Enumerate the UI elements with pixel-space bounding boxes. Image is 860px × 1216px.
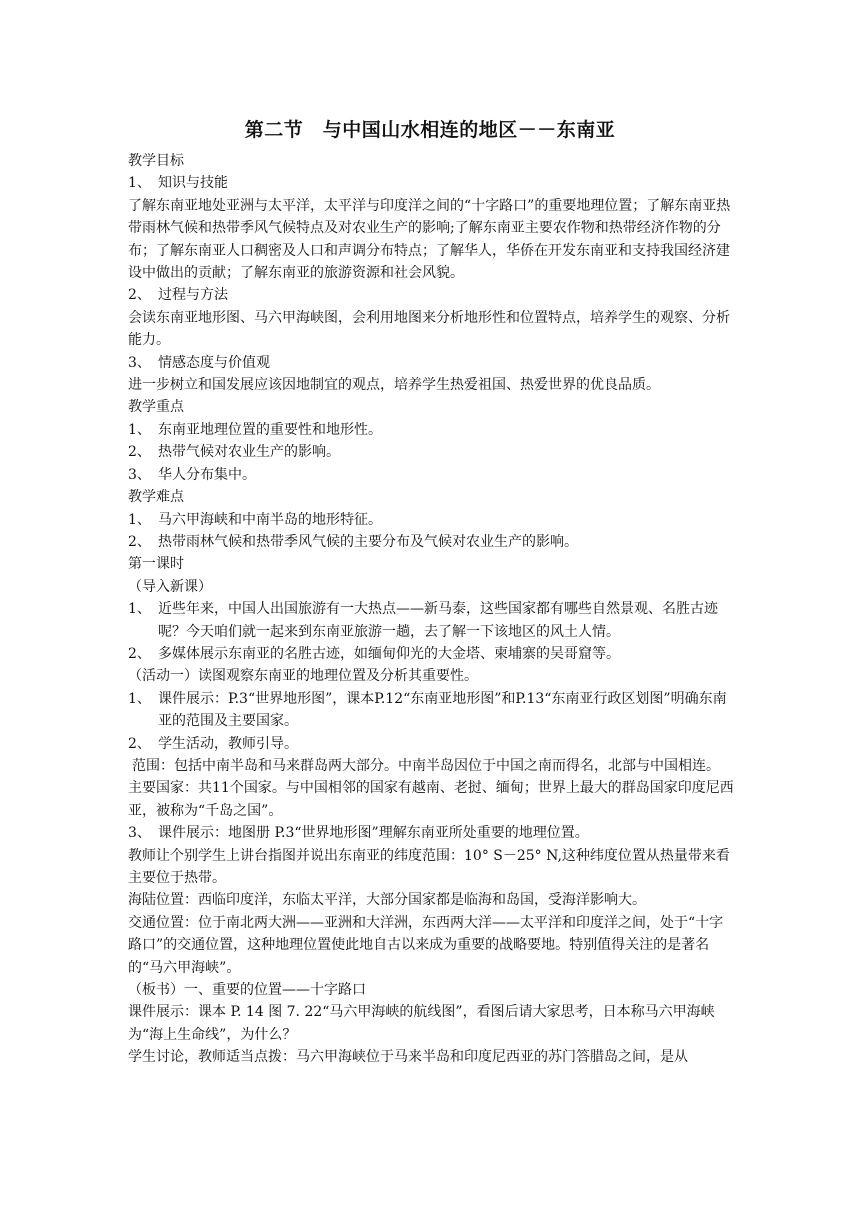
item-text: 课件展示：地图册 P.3“世界地形图”理解东南亚所处重要的地理位置。 — [158, 825, 589, 842]
item-number: 2、 — [128, 287, 151, 304]
numbered-paragraph — [128, 643, 734, 665]
paragraph: 教学重点 — [128, 399, 184, 416]
numbered-paragraph — [128, 464, 734, 486]
numbered-paragraph — [128, 352, 734, 374]
item-text: 华人分布集中。 — [158, 466, 256, 483]
paragraph: 学生讨论，教师适当点拨：马六甲海峡位于马来半岛和印度尼西亚的苏门答腊岛之间，是从 — [128, 1049, 688, 1066]
numbered-paragraph — [128, 441, 734, 463]
document-title: 第二节 与中国山水相连的地区－－东南亚 — [244, 119, 616, 141]
paragraph: 海陆位置：西临印度洋，东临太平洋，大部分国家都是临海和岛国，受海洋影响大。 — [128, 892, 646, 909]
paragraph: 了解东南亚地处亚洲与太平洋，太平洋与印度洋之间的“十字路口”的重要地理位置；了解东南亚热带雨林气候和热带季风气候特点及对农业生产的影响;了解东南亚主要农作物和热带经济作物的分布；了解东南亚人口稠密及人口和声调分布特点；了解华人，华侨在开发东南亚和支持我国经济建设中做出的贡献；了解东南亚的旅游资源和社会风貌。 — [128, 197, 731, 282]
paragraph: （板书）一、重要的位置——十字路口 — [128, 982, 366, 999]
item-number: 2、 — [128, 645, 151, 662]
numbered-paragraph — [128, 822, 734, 844]
numbered-paragraph — [128, 531, 734, 553]
item-text: 近些年来，中国人出国旅游有一大热点——新马泰，这些国家都有哪些自然景观、名胜古迹呢？今天咱们就一起来到东南亚旅游一趟，去了解一下该地区的风土人情。 — [158, 601, 718, 640]
item-text: 东南亚地理位置的重要性和地形性。 — [158, 421, 382, 438]
item-number: 2、 — [128, 533, 151, 550]
item-text: 多媒体展示东南亚的名胜古迹，如缅甸仰光的大金塔、柬埔寨的吴哥窟等。 — [158, 645, 620, 662]
item-text: 热带气候对农业生产的影响。 — [158, 444, 340, 461]
paragraph: 进一步树立和国发展应该因地制宜的观点，培养学生热爱祖国、热爱世界的优良品质。 — [128, 377, 660, 394]
item-number: 1、 — [128, 175, 151, 192]
paragraph: （导入新课） — [128, 578, 212, 595]
paragraph: 课件展示：课本 P. 14 图 7. 22“马六甲海峡的航线图”，看图后请大家思考，日本称马六甲海峡为“海上生命线”，为什么？ — [128, 1004, 715, 1043]
item-number: 1、 — [128, 421, 151, 438]
numbered-paragraph — [128, 284, 734, 306]
numbered-paragraph — [128, 733, 734, 755]
paragraph: 教师让个别学生上讲台指图并说出东南亚的纬度范围：10° S－25° N,这种纬度位置从热量带来看主要位于热带。 — [128, 847, 730, 886]
item-number: 1、 — [128, 690, 151, 707]
item-number: 1、 — [128, 601, 151, 618]
item-number: 2、 — [128, 735, 151, 752]
paragraph: 交通位置：位于南北两大洲——亚洲和大洋洲，东西两大洋——太平洋和印度洋之间，处于“十字路口”的交通位置，这种地理位置使此地自古以来成为重要的战略要地。特别值得关注的是著名的“马六甲海峡”。 — [128, 914, 724, 976]
paragraph: 教学难点 — [128, 489, 184, 506]
document-body — [128, 150, 734, 1069]
numbered-paragraph — [128, 172, 734, 194]
item-number: 1、 — [128, 511, 151, 528]
numbered-paragraph — [128, 509, 734, 531]
numbered-paragraph — [128, 688, 734, 733]
paragraph: 会读东南亚地形图、马六甲海峡图，会利用地图来分析地形性和位置特点，培养学生的观察、分析能力。 — [128, 309, 730, 349]
item-text: 知识与技能 — [158, 175, 228, 192]
item-text: 热带雨林气候和热带季风气候的主要分布及气候对农业生产的影响。 — [158, 533, 578, 550]
item-text: 马六甲海峡和中南半岛的地形特征。 — [158, 511, 382, 528]
paragraph: 第一课时 — [128, 556, 184, 573]
item-number: 3、 — [128, 825, 151, 842]
numbered-paragraph — [128, 598, 734, 643]
numbered-paragraph — [128, 419, 734, 441]
paragraph: （活动一）读图观察东南亚的地理位置及分析其重要性。 — [128, 668, 478, 685]
paragraph: 教学目标 — [128, 153, 184, 169]
item-number: 3、 — [128, 466, 151, 483]
item-text: 学生活动，教师引导。 — [158, 735, 298, 752]
item-text: 情感态度与价值观 — [158, 354, 270, 371]
item-number: 3、 — [128, 354, 151, 371]
item-number: 2、 — [128, 444, 151, 461]
item-text: 过程与方法 — [158, 287, 228, 304]
item-text: 课件展示：P.3“世界地形图”，课本P.12“东南亚地形图”和P.13“东南亚行政区划图”明确东南亚的范围及主要国家。 — [158, 690, 727, 730]
paragraph: 范围：包括中南半岛和马来群岛两大部分。中南半岛因位于中国之南而得名，北部与中国相连。 — [132, 757, 720, 774]
paragraph: 主要国家：共11个国家。与中国相邻的国家有越南、老挝、缅甸；世界上最大的群岛国家印度尼西亚，被称为“千岛之国”。 — [128, 780, 734, 819]
